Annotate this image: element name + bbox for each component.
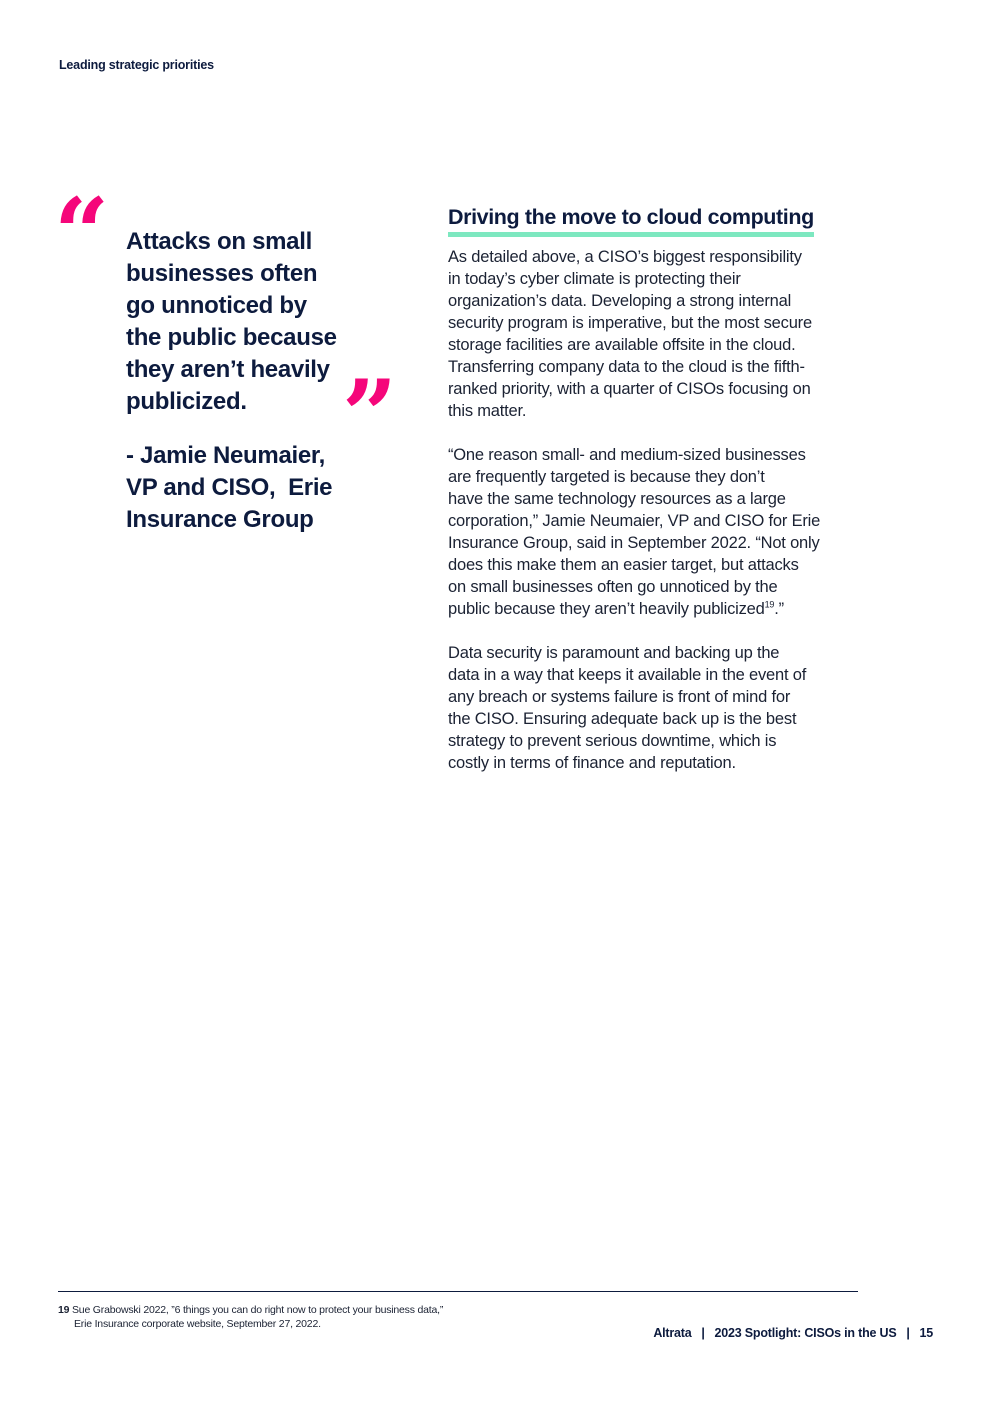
- paragraph: [448, 246, 820, 422]
- body-line: any breach or systems failure is front of mind for: [448, 688, 791, 706]
- page-footer: [653, 1326, 933, 1340]
- section-header: Leading strategic priorities: [59, 58, 214, 72]
- page-number: 15: [919, 1326, 933, 1340]
- body-line: this matter.: [448, 402, 527, 420]
- attribution-line: Insurance Group: [126, 506, 314, 533]
- paragraph: [448, 642, 820, 774]
- article-heading: Driving the move to cloud computing: [448, 203, 814, 237]
- article-body: [448, 246, 820, 796]
- attribution-line: - Jamie Neumaier,: [126, 442, 326, 469]
- body-line: Transferring company data to the cloud is the fifth-: [448, 358, 805, 376]
- quote-attribution: [126, 440, 332, 536]
- body-line: organization’s data. Developing a strong internal: [448, 292, 792, 310]
- footnote-text: Erie Insurance corporate website, September 27, 2022.: [74, 1318, 321, 1330]
- body-line: Data security is paramount and backing up the: [448, 644, 780, 662]
- attribution-line: VP and CISO, Erie: [126, 474, 333, 501]
- footnote-number: 19: [58, 1304, 70, 1316]
- close-quote-icon: ”: [342, 359, 398, 472]
- body-line: As detailed above, a CISO’s biggest responsibility: [448, 248, 802, 266]
- footnote-divider: [58, 1291, 858, 1292]
- body-line: data in a way that keeps it available in the event of: [448, 666, 807, 684]
- footnote-text: Sue Grabowski 2022, ”6 things you can do right now to protect your business data,”: [72, 1304, 444, 1316]
- body-line: costly in terms of finance and reputation.: [448, 754, 736, 772]
- footer-separator: |: [701, 1326, 705, 1340]
- quote-line: businesses often: [126, 260, 318, 287]
- body-line: does this make them an easier target, but attacks: [448, 556, 799, 574]
- body-line: strategy to prevent serious downtime, which is: [448, 732, 777, 750]
- quote-line: they aren’t heavily: [126, 356, 330, 383]
- body-line: have the same technology resources as a large: [448, 490, 786, 508]
- body-line: in today’s cyber climate is protecting their: [448, 270, 741, 288]
- quote-line: go unnoticed by: [126, 292, 307, 319]
- footnote-ref: 19: [764, 599, 775, 610]
- body-line: security program is imperative, but the most secure: [448, 314, 812, 332]
- body-text: public because they aren’t heavily publicized: [448, 600, 765, 618]
- footer-separator: |: [906, 1326, 910, 1340]
- footer-title: 2023 Spotlight: CISOs in the US: [714, 1326, 897, 1340]
- body-line: ranked priority, with a quarter of CISOs focusing on: [448, 380, 811, 398]
- body-text: .”: [774, 600, 784, 618]
- pull-quote: [126, 226, 376, 418]
- body-line: are frequently targeted is because they don’t: [448, 468, 765, 486]
- body-line: [448, 598, 820, 620]
- body-line: the CISO. Ensuring adequate back up is the best: [448, 710, 797, 728]
- paragraph: [448, 444, 820, 620]
- body-line: on small businesses often go unnoticed by the: [448, 578, 778, 596]
- body-line: Insurance Group, said in September 2022. “Not only: [448, 534, 820, 552]
- body-line: storage facilities are available offsite in the cloud.: [448, 336, 796, 354]
- quote-line: the public because: [126, 324, 337, 351]
- footer-brand: Altrata: [653, 1326, 692, 1340]
- body-line: corporation,” Jamie Neumaier, VP and CISO for Erie: [448, 512, 821, 530]
- quote-line: Attacks on small: [126, 228, 312, 255]
- open-quote-icon: “: [54, 177, 110, 290]
- footnote: [58, 1303, 443, 1331]
- body-line: “One reason small- and medium-sized businesses: [448, 446, 806, 464]
- quote-line: publicized.: [126, 388, 247, 415]
